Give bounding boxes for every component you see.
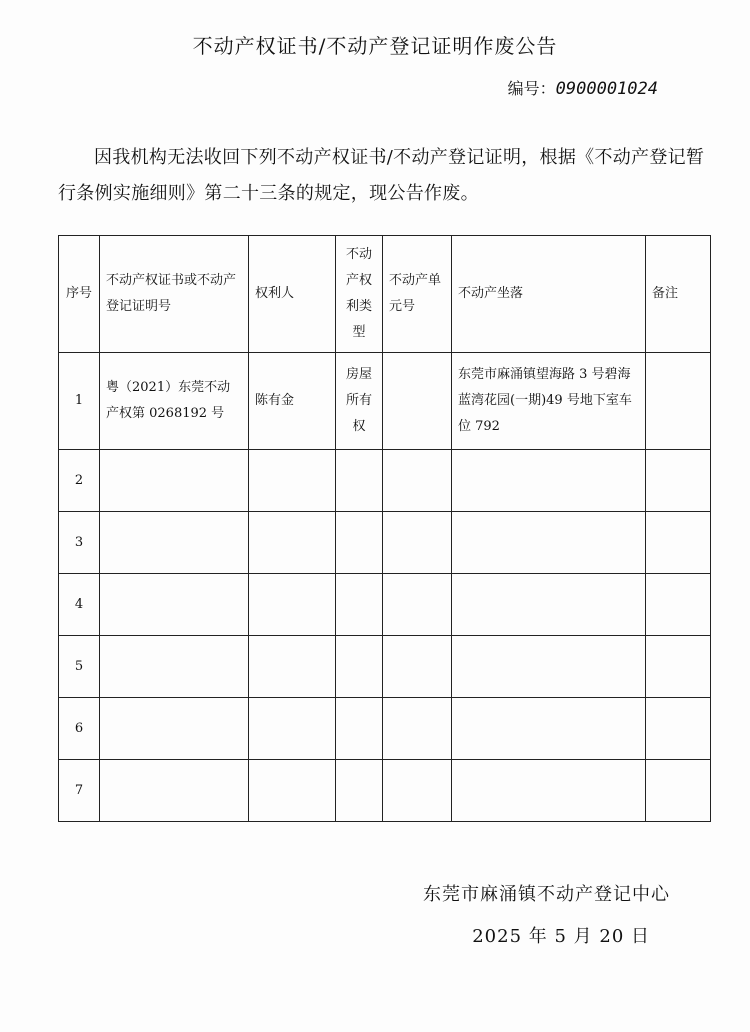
header-location: 不动产坐落 [452, 236, 646, 353]
cell-note [646, 574, 711, 636]
table-row [59, 353, 711, 450]
cell-location [452, 450, 646, 512]
cell-right-type [336, 574, 383, 636]
document-title: 不动产权证书/不动产登记证明作废公告 [192, 34, 558, 58]
header-right-type: 不动产权利类型 [336, 236, 383, 353]
cell-unit [383, 450, 452, 512]
cell-holder [249, 760, 336, 822]
cell-unit [383, 512, 452, 574]
cell-holder [249, 512, 336, 574]
header-note: 备注 [646, 236, 711, 353]
cell-location [452, 636, 646, 698]
cell-seq: 3 [59, 512, 100, 574]
cell-cert [100, 760, 249, 822]
table-row [59, 760, 711, 822]
header-seq: 序号 [59, 236, 100, 353]
cell-holder [249, 574, 336, 636]
cell-note [646, 636, 711, 698]
cell-seq: 6 [59, 698, 100, 760]
cell-unit [383, 760, 452, 822]
cell-holder [249, 450, 336, 512]
cell-location [452, 574, 646, 636]
cell-note [646, 698, 711, 760]
cell-cert [100, 698, 249, 760]
cell-right-type [336, 760, 383, 822]
cell-right-type [336, 636, 383, 698]
cell-unit [383, 574, 452, 636]
header-holder: 权利人 [249, 236, 336, 353]
cell-cert [100, 450, 249, 512]
cell-note [646, 450, 711, 512]
cell-seq: 2 [59, 450, 100, 512]
cell-note [646, 512, 711, 574]
issue-date: 2025 年 5 月 20 日 [472, 926, 650, 947]
document-number [508, 76, 658, 99]
cell-holder [249, 636, 336, 698]
cell-seq: 5 [59, 636, 100, 698]
table-header-row [59, 236, 711, 353]
document-number-label: 编号： [507, 79, 556, 98]
cell-holder: 陈有金 [249, 353, 336, 450]
cell-cert [100, 512, 249, 574]
cell-unit [383, 353, 452, 450]
table-row [59, 450, 711, 512]
cell-seq: 4 [59, 574, 100, 636]
table-row [59, 574, 711, 636]
cell-cert [100, 636, 249, 698]
announcement-paragraph: 因我机构无法收回下列不动产权证书/不动产登记证明，根据《不动产登记暂行条例实施细则》第二十三条的规定，现公告作废。 [58, 147, 705, 204]
cell-right-type: 房屋所有权 [336, 353, 383, 450]
table-row [59, 698, 711, 760]
document-number-value: 0900001024 [555, 79, 658, 99]
cell-location [452, 512, 646, 574]
void-certificate-table [58, 235, 711, 822]
cell-note [646, 353, 711, 450]
table-row [59, 636, 711, 698]
cell-unit [383, 636, 452, 698]
cell-unit [383, 698, 452, 760]
cell-cert [100, 574, 249, 636]
cell-seq: 1 [59, 353, 100, 450]
cell-seq: 7 [59, 760, 100, 822]
cell-holder [249, 698, 336, 760]
issuing-organization: 东莞市麻涌镇不动产登记中心 [423, 884, 670, 905]
cell-location [452, 698, 646, 760]
header-unit: 不动产单元号 [383, 236, 452, 353]
cell-right-type [336, 512, 383, 574]
table-row [59, 512, 711, 574]
cell-location [452, 760, 646, 822]
cell-right-type [336, 698, 383, 760]
cell-location: 东莞市麻涌镇望海路 3 号碧海蓝湾花园(一期)49 号地下室车位 792 [452, 353, 646, 450]
cell-cert: 粤（2021）东莞不动产权第 0268192 号 [100, 353, 249, 450]
cell-note [646, 760, 711, 822]
header-cert: 不动产权证书或不动产登记证明号 [100, 236, 249, 353]
cell-right-type [336, 450, 383, 512]
